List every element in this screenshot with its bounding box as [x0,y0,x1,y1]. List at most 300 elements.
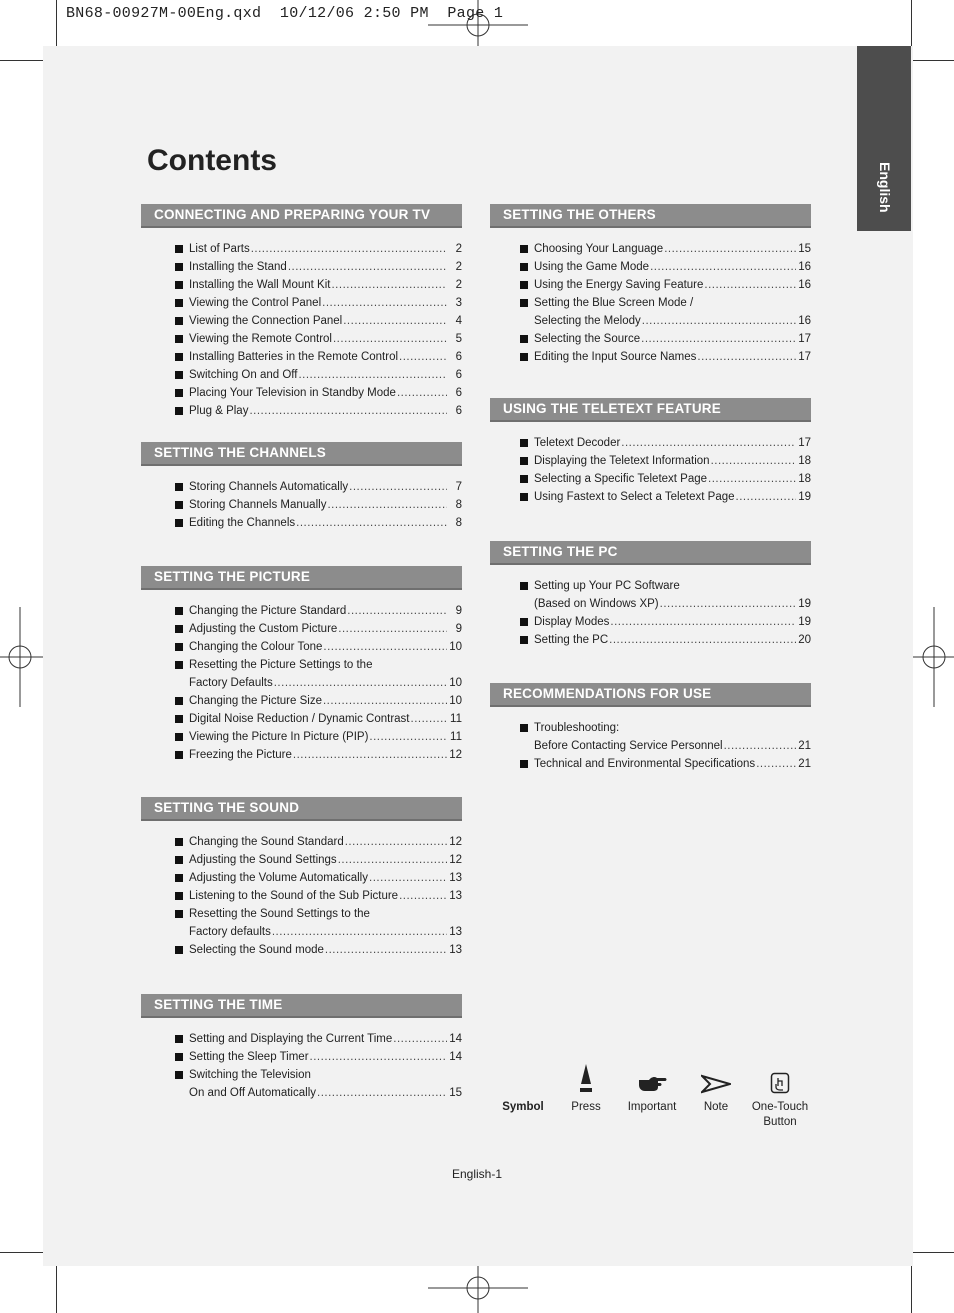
toc-page-number: 6 [455,387,462,399]
toc-entry-text: Selecting the Melody [534,315,641,327]
one-touch-button-icon [770,1072,790,1094]
toc-section [141,204,462,420]
toc-entry-text: List of Parts [189,243,250,255]
crop-mark [0,60,43,61]
toc-entry-line [141,366,462,384]
toc-entry-text: Setting and Displaying the Current Time [189,1033,393,1045]
dot-leader [298,366,447,384]
toc-entry-line [141,294,462,312]
toc-entry [141,602,462,620]
toc-entry-line [486,755,811,773]
toc-entry-line [141,656,462,674]
toc-entry-text: Adjusting the Custom Picture [189,623,338,635]
toc-entry-text: Choosing Your Language [534,243,664,255]
toc-entry [141,746,462,764]
toc-entry-line [486,348,811,366]
square-bullet-icon [175,281,183,289]
toc-entry-text: Switching the Television [189,1069,311,1081]
toc-entry [486,719,811,755]
symbol-heading: Symbol [502,1101,544,1113]
square-bullet-icon [175,317,183,325]
toc-page-number: 17 [798,333,811,345]
toc-entry-text: Viewing the Picture In Picture (PIP) [189,731,369,743]
toc-entry-text: Changing the Colour Tone [189,641,323,653]
dot-leader [327,496,447,514]
toc-entry [141,620,462,638]
toc-page-number: 4 [455,315,462,327]
dot-leader [325,941,447,959]
square-bullet-icon [175,661,183,669]
toc-page-number: 12 [449,854,462,866]
toc-entry-text: Freezing the Picture [189,749,292,761]
toc-entry-text: Switching On and Off [189,369,298,381]
crop-mark [56,1266,57,1313]
toc-page-number: 10 [449,695,462,707]
toc-entry [141,294,462,312]
toc-entry-line [141,514,462,532]
square-bullet-icon [175,335,183,343]
toc-entry-line [141,674,462,692]
press-icon [578,1064,594,1094]
square-bullet-icon [175,1071,183,1079]
square-bullet-icon [175,371,183,379]
toc-entry-text: Placing Your Television in Standby Mode [189,387,396,399]
page-footer: English-1 [451,1167,503,1181]
square-bullet-icon [175,910,183,918]
dot-leader [641,330,796,348]
toc-entry-line [486,719,811,737]
toc-entry-line [141,1084,462,1102]
square-bullet-icon [175,263,183,271]
toc-entry [141,887,462,905]
toc-entry-text: Editing the Channels [189,517,296,529]
toc-page-number: 12 [449,836,462,848]
toc-entry-text: Installing the Stand [189,261,287,273]
square-bullet-icon [175,946,183,954]
square-bullet-icon [175,299,183,307]
toc-entry [141,348,462,366]
toc-entry-text: Plug & Play [189,405,249,417]
square-bullet-icon [175,519,183,527]
toc-entry-text: Adjusting the Volume Automatically [189,872,368,884]
toc-section [141,442,462,532]
symbol-important: Important [621,1058,683,1115]
square-bullet-icon [175,1053,183,1061]
toc-entry [486,258,811,276]
dot-leader [664,240,796,258]
toc-entry [486,434,811,452]
toc-entry-line [486,434,811,452]
section-heading: SETTING THE SOUND [141,797,462,821]
toc-entry [141,312,462,330]
crop-mark [911,1266,912,1313]
toc-entry [141,833,462,851]
toc-entry-line [141,710,462,728]
dot-leader [343,312,447,330]
toc-entry-line [486,595,811,613]
toc-entry [141,258,462,276]
dot-leader [249,402,447,420]
toc-page-number: 10 [449,641,462,653]
section-heading: CONNECTING AND PREPARING YOUR TV [141,204,462,228]
toc-entry-line [141,905,462,923]
toc-list [486,719,811,773]
toc-list [141,602,462,764]
toc-page-number: 9 [455,623,462,635]
square-bullet-icon [520,760,528,768]
toc-entry [141,1030,462,1048]
toc-page-number: 18 [798,473,811,485]
toc-page-number: 2 [455,243,462,255]
toc-page-number: 6 [455,369,462,381]
toc-entry [486,755,811,773]
toc-entry-line [141,402,462,420]
toc-entry [141,384,462,402]
toc-page-number: 14 [449,1033,462,1045]
toc-entry-text: Installing the Wall Mount Kit [189,279,331,291]
square-bullet-icon [175,838,183,846]
toc-entry [486,240,811,258]
dot-leader [697,348,796,366]
toc-page-number: 21 [798,740,811,752]
toc-section [141,994,462,1102]
toc-entry-text: Storing Channels Manually [189,499,327,511]
symbol-one-touch: One-Touch Button [747,1058,813,1130]
section-heading: SETTING THE OTHERS [490,204,811,228]
note-arrow-icon [701,1074,731,1094]
toc-entry [141,330,462,348]
square-bullet-icon [175,751,183,759]
toc-entry-line [141,833,462,851]
toc-page-number: 13 [449,890,462,902]
toc-entry-line [486,631,811,649]
toc-entry-text: Resetting the Sound Settings to the [189,908,370,920]
toc-entry-line [141,620,462,638]
toc-entry-text: Storing Channels Automatically [189,481,349,493]
toc-entry-text: Using the Game Mode [534,261,650,273]
toc-page-number: 11 [450,731,462,743]
toc-page-number: 2 [455,279,462,291]
dot-leader [338,851,447,869]
toc-page-number: 13 [449,944,462,956]
toc-entry [141,638,462,656]
square-bullet-icon [175,607,183,615]
dot-leader [397,384,447,402]
toc-entry-text: Troubleshooting: [534,722,620,734]
toc-page-number: 5 [455,333,462,345]
toc-page-number: 19 [798,616,811,628]
square-bullet-icon [175,856,183,864]
toc-entry [141,1048,462,1066]
toc-page-number: 15 [798,243,811,255]
square-bullet-icon [520,582,528,590]
toc-section [490,204,811,366]
toc-entry-text: Changing the Sound Standard [189,836,344,848]
pointing-hand-icon [637,1072,667,1094]
square-bullet-icon [175,389,183,397]
toc-entry [141,656,462,692]
toc-entry [141,851,462,869]
page-title: Contents [147,144,277,177]
toc-entry-line [486,330,811,348]
toc-entry-line [141,330,462,348]
dot-leader [347,602,447,620]
dot-leader [251,240,447,258]
toc-entry-line [141,478,462,496]
crop-mark [0,1252,43,1253]
toc-entry [486,631,811,649]
toc-entry-text: Changing the Picture Standard [189,605,347,617]
toc-entry [141,276,462,294]
dot-leader [610,613,796,631]
dot-leader [293,746,447,764]
square-bullet-icon [520,724,528,732]
square-bullet-icon [520,475,528,483]
toc-entry [141,496,462,514]
toc-list [486,577,811,649]
dot-leader [296,514,447,532]
dot-leader [736,488,796,506]
toc-page-number: 18 [798,455,811,467]
toc-page-number: 12 [449,749,462,761]
dot-leader [399,887,447,905]
dot-leader [609,631,796,649]
square-bullet-icon [175,874,183,882]
symbol-press: Press [561,1058,611,1115]
square-bullet-icon [520,335,528,343]
toc-section [490,541,811,649]
toc-entry-text: Factory Defaults [189,677,273,689]
dot-leader [369,728,447,746]
toc-entry [141,514,462,532]
toc-entry-text: Setting the Blue Screen Mode / [534,297,694,309]
toc-entry [141,869,462,887]
toc-entry [486,330,811,348]
toc-page-number: 20 [798,634,811,646]
toc-entry-line [486,470,811,488]
toc-entry-text: On and Off Automatically [189,1087,316,1099]
square-bullet-icon [175,892,183,900]
square-bullet-icon [175,245,183,253]
dot-leader [274,674,447,692]
toc-page-number: 19 [798,491,811,503]
file-slug: BN68-00927M-00Eng.qxd 10/12/06 2:50 PM Page 1 [66,5,504,22]
registration-mark-left [0,607,43,707]
dot-leader [345,833,447,851]
toc-entry-line [141,746,462,764]
toc-entry-text: Using Fastext to Select a Teletext Page [534,491,735,503]
square-bullet-icon [520,353,528,361]
toc-entry-line [486,312,811,330]
dot-leader [621,434,796,452]
toc-entry-text: Displaying the Teletext Information [534,455,710,467]
toc-page-number: 16 [798,261,811,273]
toc-entry [141,692,462,710]
language-tab-label: English [877,162,893,213]
toc-entry-line [486,240,811,258]
toc-entry-text: Digital Noise Reduction / Dynamic Contrast [189,713,410,725]
dot-leader [756,755,796,773]
toc-page-number: 7 [455,481,462,493]
toc-entry-line [141,1048,462,1066]
toc-page-number: 13 [449,872,462,884]
toc-entry [141,1066,462,1102]
toc-entry-line [486,276,811,294]
toc-entry-line [141,312,462,330]
toc-entry-text: Setting the PC [534,634,609,646]
toc-list [141,833,462,959]
square-bullet-icon [175,407,183,415]
toc-page-number: 13 [449,926,462,938]
toc-entry-line [141,276,462,294]
dot-leader [331,276,447,294]
toc-entry [141,728,462,746]
toc-entry [486,577,811,613]
toc-entry-text: Selecting a Specific Teletext Page [534,473,708,485]
square-bullet-icon [175,483,183,491]
toc-entry-line [486,577,811,595]
section-heading: SETTING THE TIME [141,994,462,1018]
dot-leader [724,737,796,755]
square-bullet-icon [175,715,183,723]
toc-entry-line [141,258,462,276]
registration-mark-bottom [428,1266,528,1313]
toc-entry [141,941,462,959]
toc-entry-text: Using the Energy Saving Feature [534,279,704,291]
dot-leader [393,1030,447,1048]
dot-leader [333,330,447,348]
toc-entry-text: Resetting the Picture Settings to the [189,659,373,671]
toc-entry [141,710,462,728]
toc-entry-text: Setting the Sleep Timer [189,1051,309,1063]
toc-entry-line [141,240,462,258]
dot-leader [272,923,447,941]
square-bullet-icon [520,281,528,289]
toc-entry [141,240,462,258]
toc-entry-line [141,869,462,887]
dot-leader [338,620,447,638]
toc-entry-text: (Based on Windows XP) [534,598,659,610]
toc-entry [486,470,811,488]
toc-entry-text: Teletext Decoder [534,437,621,449]
dot-leader [323,692,447,710]
toc-entry-line [141,941,462,959]
toc-entry [486,452,811,470]
toc-entry-text: Setting up Your PC Software [534,580,680,592]
toc-entry-text: Before Contacting Service Personnel [534,740,723,752]
toc-entry-line [141,496,462,514]
dot-leader [322,294,447,312]
dot-leader [411,710,447,728]
registration-mark-right [913,607,954,707]
toc-page-number: 19 [798,598,811,610]
dot-leader [642,312,796,330]
dot-leader [711,452,796,470]
section-heading: USING THE TELETEXT FEATURE [490,398,811,422]
dot-leader [323,638,447,656]
toc-entry-line [486,488,811,506]
toc-entry-text: Installing Batteries in the Remote Control [189,351,399,363]
dot-leader [708,470,796,488]
toc-entry-text: Viewing the Remote Control [189,333,332,345]
toc-section [490,683,811,773]
dot-leader [369,869,447,887]
toc-entry-line [141,602,462,620]
section-heading: SETTING THE PICTURE [141,566,462,590]
toc-entry-line [141,692,462,710]
toc-page-number: 10 [449,677,462,689]
toc-entry-text: Adjusting the Sound Settings [189,854,337,866]
toc-entry [141,478,462,496]
section-heading: SETTING THE CHANNELS [141,442,462,466]
toc-entry-text: Viewing the Control Panel [189,297,322,309]
toc-page-number: 14 [449,1051,462,1063]
toc-page-number: 11 [450,713,462,725]
square-bullet-icon [520,493,528,501]
symbol-legend [495,1058,815,1138]
toc-page-number: 2 [455,261,462,273]
toc-list [141,1030,462,1102]
toc-entry [486,276,811,294]
toc-page-number: 17 [798,351,811,363]
crop-mark [913,60,954,61]
toc-page-number: 16 [798,315,811,327]
dot-leader [349,478,447,496]
square-bullet-icon [520,263,528,271]
toc-entry-line [486,258,811,276]
toc-entry-line [141,348,462,366]
square-bullet-icon [520,439,528,447]
toc-entry-line [141,851,462,869]
toc-entry-text: Listening to the Sound of the Sub Picture [189,890,399,902]
square-bullet-icon [175,1035,183,1043]
toc-entry-line [141,1030,462,1048]
toc-page-number: 21 [798,758,811,770]
symbol-note: Note [693,1058,739,1115]
toc-page-number: 8 [455,499,462,511]
square-bullet-icon [520,457,528,465]
toc-entry-line [141,638,462,656]
toc-entry [486,348,811,366]
toc-entry [486,488,811,506]
square-bullet-icon [175,697,183,705]
toc-page-number: 17 [798,437,811,449]
toc-page-number: 15 [449,1087,462,1099]
section-heading: RECOMMENDATIONS FOR USE [490,683,811,707]
square-bullet-icon [175,733,183,741]
toc-entry [141,366,462,384]
square-bullet-icon [175,625,183,633]
dot-leader [310,1048,447,1066]
toc-entry-line [486,294,811,312]
section-heading: SETTING THE PC [490,541,811,565]
toc-entry-line [141,384,462,402]
crop-mark [913,1252,954,1253]
toc-entry-text: Technical and Environmental Specifications [534,758,756,770]
toc-entry-text: Viewing the Connection Panel [189,315,343,327]
square-bullet-icon [520,299,528,307]
toc-entry-text: Changing the Picture Size [189,695,322,707]
dot-leader [399,348,447,366]
crop-mark [56,0,57,46]
toc-entry-line [486,452,811,470]
crop-mark [911,0,912,46]
toc-list [486,434,811,506]
toc-entry-line [141,1066,462,1084]
toc-page-number: 8 [455,517,462,529]
square-bullet-icon [520,245,528,253]
toc-entry-text: Editing the Input Source Names [534,351,697,363]
